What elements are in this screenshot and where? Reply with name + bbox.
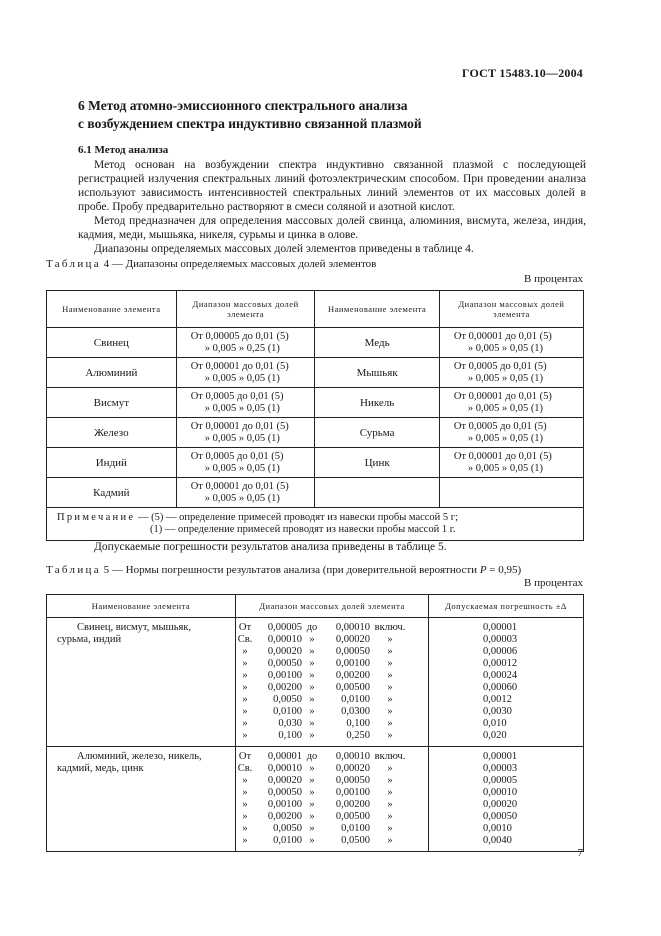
- page-header: ГОСТ 15483.10—2004: [461, 66, 583, 80]
- range-cell: 0,00100: [335, 658, 370, 669]
- range-cell: Св.: [237, 634, 253, 645]
- element-range: [176, 418, 315, 448]
- element-range: [176, 448, 315, 478]
- range-cell: »: [242, 787, 248, 798]
- range-cell: 0,030: [278, 718, 302, 729]
- range-cell: »: [242, 706, 248, 717]
- range-line: » 0,005 » 0,05 (1): [467, 342, 544, 354]
- element-name: Железо: [47, 418, 177, 448]
- element-name: Кадмий: [47, 478, 177, 508]
- range-cell: 0,00200: [335, 799, 370, 810]
- range-cell: »: [309, 823, 315, 834]
- range-cell: »: [387, 775, 393, 786]
- element-range: [439, 388, 583, 418]
- table-row: [47, 448, 584, 478]
- range-cell: 0,0500: [341, 835, 370, 846]
- table4-caption: [46, 258, 376, 270]
- group-name: [47, 618, 236, 747]
- table4-caption-text: 4 — Диапазоны определяемых массовых долей элементов: [100, 258, 377, 270]
- error-value: 0,00010: [483, 787, 518, 798]
- paragraph-ranges-ref: Диапазоны определяемых массовых долей элементов приведены в таблице 4.: [94, 243, 474, 255]
- range-cell: »: [309, 646, 315, 657]
- range-cell: 0,00010: [267, 763, 302, 774]
- note-line1: [57, 512, 573, 524]
- range-cell: »: [242, 775, 248, 786]
- range-cell: »: [309, 670, 315, 681]
- table5-units: В процентах: [524, 577, 583, 589]
- group-ranges: [236, 747, 429, 852]
- range-line: От 0,00001 до 0,01 (5): [453, 390, 552, 402]
- range-row: [236, 706, 428, 718]
- range-row: [236, 811, 428, 823]
- range-cell: 0,0100: [273, 835, 302, 846]
- range-cell: »: [387, 718, 393, 729]
- range-cell: »: [387, 799, 393, 810]
- element-name: Сурьма: [315, 418, 439, 448]
- element-range: [176, 478, 315, 508]
- element-name: Алюминий: [47, 358, 177, 388]
- range-cell: 0,250: [346, 730, 370, 741]
- range-cell: Св.: [237, 763, 253, 774]
- range-line: » 0,005 » 0,05 (1): [204, 462, 280, 474]
- range-cell: »: [387, 835, 393, 846]
- range-cell: »: [309, 694, 315, 705]
- note-line2: (1) — определение примесей проводят из навески пробы массой 1 г.: [150, 524, 456, 535]
- table-row: [47, 478, 584, 508]
- table4-header: Наименование элемента: [315, 291, 439, 328]
- range-cell: »: [387, 682, 393, 693]
- range-cell: »: [242, 823, 248, 834]
- element-range: [176, 358, 315, 388]
- error-value: 0,00020: [483, 799, 518, 810]
- range-row: [236, 646, 428, 658]
- error-value: 0,00003: [483, 763, 518, 774]
- range-line: » 0,005 » 0,05 (1): [204, 372, 280, 384]
- range-cell: 0,00050: [267, 658, 302, 669]
- table4: [46, 290, 584, 541]
- range-cell: 0,00100: [335, 787, 370, 798]
- range-cell: 0,00020: [335, 634, 370, 645]
- range-row: [236, 787, 428, 799]
- element-range: [439, 478, 583, 508]
- error-value: 0,00001: [483, 622, 518, 633]
- table4-caption-label: Таблица: [46, 258, 101, 270]
- element-name: Свинец: [47, 328, 177, 358]
- range-cell: »: [242, 670, 248, 681]
- note-label: Примечание: [57, 512, 136, 523]
- range-cell: 0,00500: [335, 682, 370, 693]
- range-cell: »: [309, 835, 315, 846]
- element-name: Индий: [47, 448, 177, 478]
- error-value: 0,0010: [483, 823, 512, 834]
- group-name-line: кадмий, медь, цинк: [57, 763, 144, 774]
- range-cell: 0,00050: [267, 787, 302, 798]
- range-cell: »: [387, 634, 393, 645]
- body-paragraph-after-table4: [78, 540, 586, 554]
- range-line: » 0,005 » 0,05 (1): [204, 402, 280, 414]
- table4-header-row: [47, 291, 584, 328]
- range-cell: 0,100: [278, 730, 302, 741]
- range-row: [236, 799, 428, 811]
- range-row: [236, 835, 428, 847]
- page-number: 7: [577, 847, 583, 859]
- range-cell: »: [387, 694, 393, 705]
- range-cell: 0,00050: [335, 646, 370, 657]
- range-cell: »: [387, 823, 393, 834]
- table-row: [47, 388, 584, 418]
- table-row: [47, 747, 584, 852]
- group-errors: [429, 747, 584, 852]
- range-cell: 0,00020: [267, 775, 302, 786]
- range-row: [236, 823, 428, 835]
- table5-header: Допускаемая погрешность ±Δ: [429, 595, 584, 618]
- table5-caption: [46, 564, 521, 576]
- range-cell: 0,00005: [267, 622, 302, 633]
- group-name-line: сурьма, индий: [57, 634, 122, 645]
- error-value: 0,00005: [483, 775, 518, 786]
- range-line: От 0,00001 до 0,01 (5): [190, 360, 289, 372]
- table4-header: Наименование элемента: [47, 291, 177, 328]
- range-row: [236, 775, 428, 787]
- range-row: [236, 763, 428, 775]
- range-cell: до: [306, 751, 318, 762]
- error-value: 0,00006: [483, 646, 518, 657]
- table5-caption-tail: = 0,95): [486, 564, 522, 576]
- range-cell: 0,100: [346, 718, 370, 729]
- error-value: 0,00050: [483, 811, 518, 822]
- range-cell: »: [242, 799, 248, 810]
- range-cell: »: [309, 634, 315, 645]
- range-line: » 0,005 » 0,05 (1): [467, 462, 544, 474]
- error-value: 0,00024: [483, 670, 518, 681]
- range-row: [236, 694, 428, 706]
- range-cell: »: [387, 763, 393, 774]
- range-cell: »: [309, 682, 315, 693]
- range-cell: 0,00001: [267, 751, 302, 762]
- range-cell: 0,00020: [267, 646, 302, 657]
- error-value: 0,00001: [483, 751, 518, 762]
- element-range: [439, 448, 583, 478]
- range-cell: 0,00010: [335, 622, 370, 633]
- range-cell: 0,00020: [335, 763, 370, 774]
- range-cell: »: [387, 670, 393, 681]
- element-name: [315, 478, 439, 508]
- paragraph-errors-ref: Допускаемые погрешности результатов анализа приведены в таблице 5.: [94, 541, 447, 553]
- range-line: » 0,005 » 0,05 (1): [204, 492, 280, 504]
- range-line: » 0,005 » 0,25 (1): [204, 342, 280, 354]
- range-cell: »: [309, 718, 315, 729]
- range-cell: 0,00010: [267, 634, 302, 645]
- range-cell: »: [242, 658, 248, 669]
- table5-header: Наименование элемента: [47, 595, 236, 618]
- paragraph-purpose: Метод предназначен для определения массовых долей свинца, алюминия, висмута, железа, индия, кадмия, меди, мышьяка, никеля, сурьмы и цинка в олове.: [78, 215, 586, 241]
- range-cell: 0,00010: [335, 751, 370, 762]
- range-cell: »: [309, 775, 315, 786]
- table-row: [47, 358, 584, 388]
- table-row: [47, 418, 584, 448]
- table-row: [47, 618, 584, 747]
- table-row: [47, 328, 584, 358]
- range-row: [236, 730, 428, 742]
- range-cell: »: [387, 787, 393, 798]
- range-cell: 0,0100: [341, 694, 370, 705]
- range-cell: 0,00200: [335, 670, 370, 681]
- range-row: [236, 634, 428, 646]
- body-paragraphs: [78, 158, 586, 256]
- element-name: Висмут: [47, 388, 177, 418]
- section-title: [78, 97, 598, 133]
- range-cell: »: [242, 730, 248, 741]
- group-name: [47, 747, 236, 852]
- range-line: » 0,005 » 0,05 (1): [204, 432, 280, 444]
- table4-note-row: [47, 508, 584, 541]
- range-cell: »: [309, 787, 315, 798]
- range-row: [236, 658, 428, 670]
- range-cell: »: [242, 718, 248, 729]
- range-cell: »: [309, 730, 315, 741]
- range-line: От 0,0005 до 0,01 (5): [453, 420, 547, 432]
- group-name-line: Алюминий, железо, никель,: [77, 751, 202, 762]
- error-value: 0,00060: [483, 682, 518, 693]
- range-cell: 0,0050: [273, 823, 302, 834]
- element-name: Медь: [315, 328, 439, 358]
- range-cell: От: [238, 622, 252, 633]
- range-cell: »: [387, 706, 393, 717]
- error-value: 0,00012: [483, 658, 518, 669]
- element-range: [439, 418, 583, 448]
- section-title-line2: с возбуждением спектра индуктивно связанной плазмой: [78, 116, 422, 131]
- range-cell: »: [242, 835, 248, 846]
- range-cell: включ.: [374, 622, 406, 633]
- table4-header: Диапазон массовых долей элемента: [176, 291, 315, 328]
- error-value: 0,010: [483, 718, 507, 729]
- range-cell: »: [309, 658, 315, 669]
- table4-note: [47, 508, 584, 541]
- section-title-line1: 6 Метод атомно-эмиссионного спектрального анализа: [78, 98, 408, 113]
- range-line: От 0,0005 до 0,01 (5): [190, 390, 284, 402]
- range-cell: »: [309, 811, 315, 822]
- note-text: — (5) — определение примесей проводят из навески пробы массой 5 г;: [135, 512, 459, 523]
- element-range: [176, 388, 315, 418]
- range-cell: »: [387, 658, 393, 669]
- element-range: [176, 328, 315, 358]
- range-line: От 0,00001 до 0,01 (5): [190, 420, 289, 432]
- group-errors: [429, 618, 584, 747]
- range-line: От 0,00001 до 0,01 (5): [453, 330, 552, 342]
- group-name-line: Свинец, висмут, мышьяк,: [77, 622, 192, 633]
- range-cell: »: [387, 730, 393, 741]
- table5-caption-label: Таблица: [46, 564, 101, 576]
- range-cell: 0,00100: [267, 799, 302, 810]
- table5: [46, 594, 584, 852]
- range-line: От 0,0005 до 0,01 (5): [190, 450, 284, 462]
- range-cell: 0,00200: [267, 682, 302, 693]
- range-cell: 0,0100: [273, 706, 302, 717]
- range-line: От 0,00001 до 0,01 (5): [190, 480, 289, 492]
- range-cell: »: [387, 646, 393, 657]
- range-cell: От: [238, 751, 252, 762]
- error-value: 0,0040: [483, 835, 512, 846]
- range-cell: »: [242, 694, 248, 705]
- group-ranges: [236, 618, 429, 747]
- element-name: Никель: [315, 388, 439, 418]
- range-cell: »: [242, 646, 248, 657]
- range-line: От 0,00005 до 0,01 (5): [190, 330, 289, 342]
- range-line: » 0,005 » 0,05 (1): [467, 402, 544, 414]
- range-row: [236, 670, 428, 682]
- range-cell: 0,00200: [267, 811, 302, 822]
- element-range: [439, 358, 583, 388]
- error-value: 0,0030: [483, 706, 512, 717]
- range-cell: 0,0050: [273, 694, 302, 705]
- range-line: » 0,005 » 0,05 (1): [467, 432, 544, 444]
- range-cell: »: [242, 682, 248, 693]
- table5-header: Диапазон массовых долей элемента: [236, 595, 429, 618]
- range-cell: 0,0300: [341, 706, 370, 717]
- range-cell: »: [242, 811, 248, 822]
- error-value: 0,0012: [483, 694, 512, 705]
- table5-caption-text: 5 — Нормы погрешности результатов анализа (при доверительной вероятности: [100, 564, 480, 576]
- error-value: 0,020: [483, 730, 507, 741]
- range-line: От 0,00001 до 0,01 (5): [453, 450, 552, 462]
- range-cell: 0,00100: [267, 670, 302, 681]
- range-row: [236, 682, 428, 694]
- range-row: [236, 751, 428, 763]
- range-cell: 0,0100: [341, 823, 370, 834]
- range-line: » 0,005 » 0,05 (1): [467, 372, 544, 384]
- table5-caption-p: P: [479, 564, 487, 576]
- element-name: Цинк: [315, 448, 439, 478]
- range-line: От 0,0005 до 0,01 (5): [453, 360, 547, 372]
- range-cell: 0,00050: [335, 775, 370, 786]
- range-cell: »: [309, 706, 315, 717]
- element-range: [439, 328, 583, 358]
- table5-header-row: [47, 595, 584, 618]
- error-value: 0,00003: [483, 634, 518, 645]
- range-cell: 0,00500: [335, 811, 370, 822]
- subsection-title: 6.1 Метод анализа: [78, 144, 169, 156]
- range-cell: до: [306, 622, 318, 633]
- range-cell: включ.: [374, 751, 406, 762]
- table4-header: Диапазон массовых долей элемента: [439, 291, 583, 328]
- range-row: [236, 622, 428, 634]
- range-cell: »: [309, 763, 315, 774]
- table4-units: В процентах: [524, 273, 583, 285]
- range-row: [236, 718, 428, 730]
- range-cell: »: [309, 799, 315, 810]
- paragraph-method: Метод основан на возбуждении спектра индуктивно связанной плазмой с последующей регистрацией излучения спектральных линий фотоэлектрическим способом. При проведении анализа используют зависимость интенсивностей спектральных линий элементов от их массовых долей в пробе. Пробу предварительно растворяют в смеси соляной и азотной кислот.: [78, 159, 586, 213]
- element-name: Мышьяк: [315, 358, 439, 388]
- range-cell: »: [387, 811, 393, 822]
